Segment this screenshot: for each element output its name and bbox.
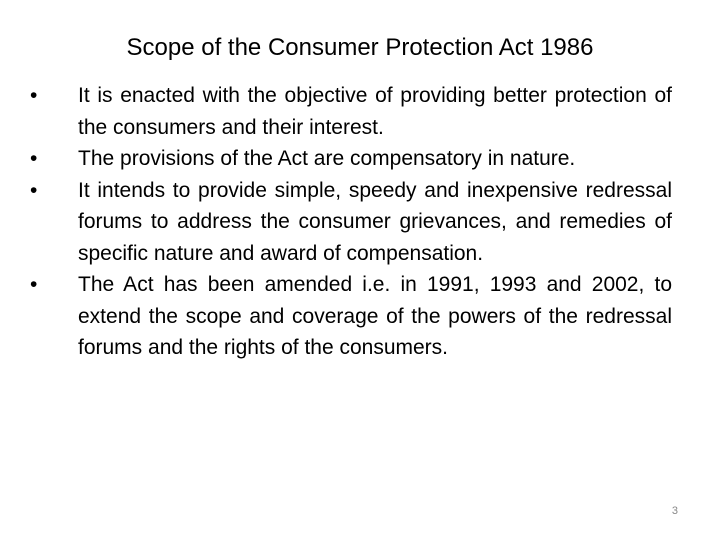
- bullet-item: [30, 269, 672, 364]
- bullet-text: It is enacted with the objective of providing better protection of the consumers and their interest.: [78, 84, 672, 139]
- bullet-item: [30, 175, 672, 270]
- bullet-marker-icon: •: [30, 84, 38, 107]
- bullet-marker-icon: •: [30, 273, 38, 296]
- bullet-marker-icon: •: [30, 147, 38, 170]
- bullet-list: [30, 80, 672, 364]
- bullet-marker-icon: •: [30, 178, 38, 202]
- bullet-text: The Act has been amended i.e. in 1991, 1993 and 2002, to extend the scope and coverage of the powers of the redressal forums and the rights of the consumers.: [78, 273, 672, 359]
- bullet-item: [30, 143, 672, 175]
- bullet-item: [30, 80, 672, 143]
- bullet-text: It intends to provide simple, speedy and inexpensive redressal forums to address the consumer grievances, and remedies of specific nature and award of compensation.: [78, 178, 672, 265]
- slide-title: Scope of the Consumer Protection Act 1986: [126, 34, 594, 61]
- page-number: 3: [671, 505, 678, 517]
- bullet-text: The provisions of the Act are compensatory in nature.: [78, 147, 576, 170]
